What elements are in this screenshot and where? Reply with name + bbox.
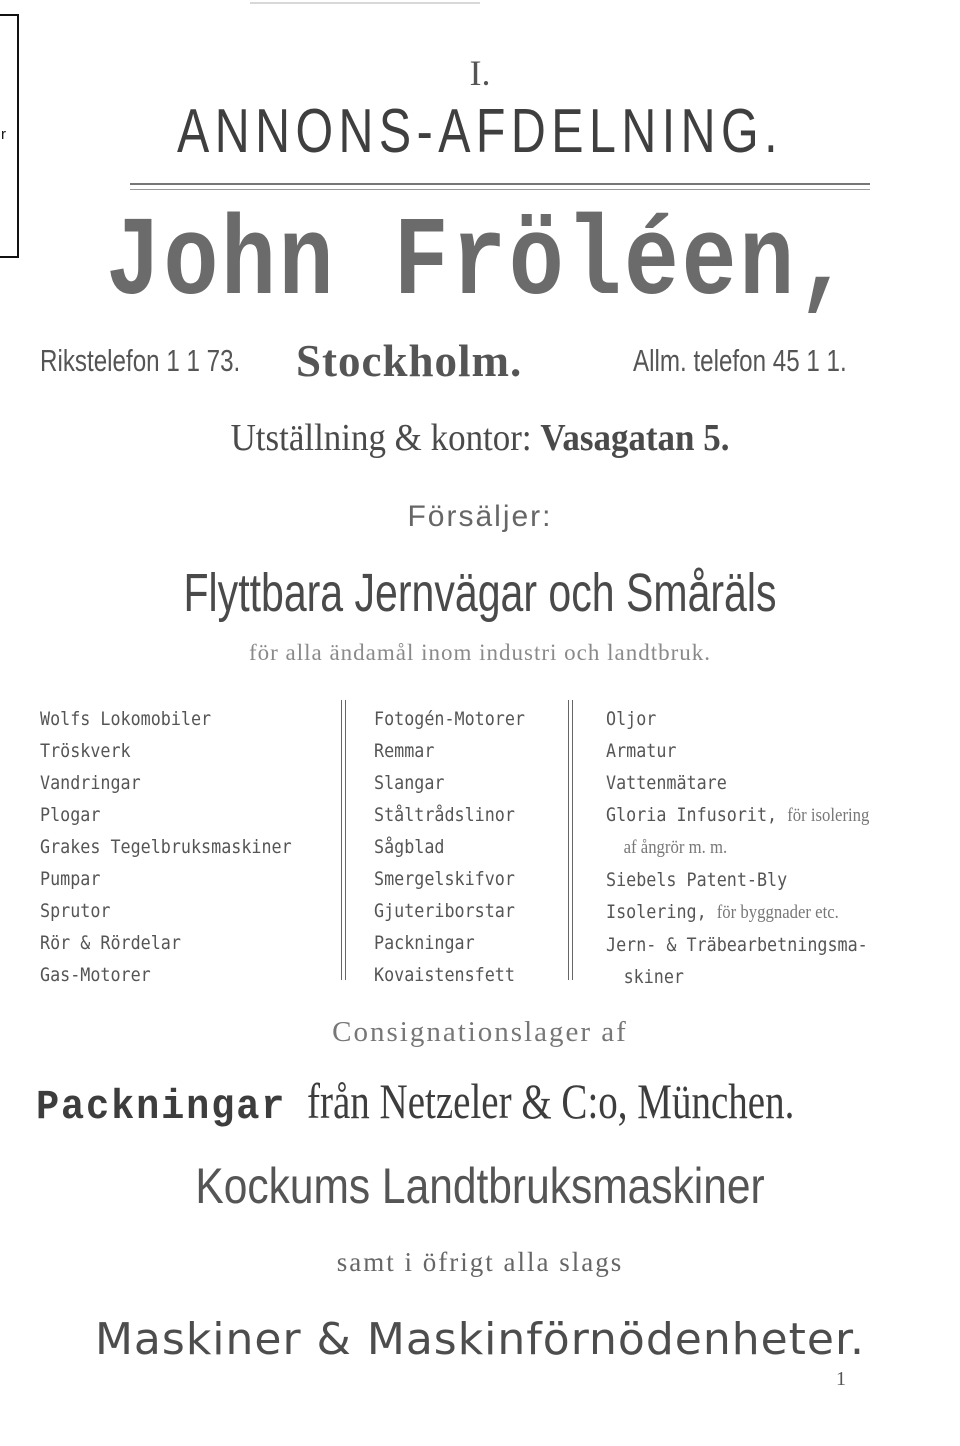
page-number: 1	[836, 1368, 846, 1390]
packing-line	[36, 1072, 931, 1131]
list-item: Grakes Tegelbruksmaskiner	[40, 836, 292, 858]
title-rule-thin	[130, 189, 870, 190]
list-item: Vandringar	[40, 772, 141, 794]
list-item: Gjuteriborstar	[374, 900, 515, 922]
top-rule	[250, 2, 480, 4]
list-item: Rör & Rördelar	[40, 932, 181, 954]
list-item: Kovaistensfett	[374, 964, 515, 986]
margin-fragment-text: r	[1, 126, 6, 143]
section-number: I.	[469, 53, 491, 93]
city: Stockholm.	[296, 336, 523, 386]
list-item-text: Isolering,	[606, 901, 707, 923]
packing-rest: från Netzeler & C:o, München.	[306, 1073, 794, 1129]
list-item: Jern- & Träbearbetningsma-	[606, 934, 868, 956]
list-item: Gas-Motorer	[40, 964, 151, 986]
list-item: Siebels Patent-Bly	[606, 869, 788, 891]
column-divider	[341, 700, 342, 980]
list-item: Slangar	[374, 772, 445, 794]
packing-bold: Packningar	[36, 1083, 287, 1131]
list-item: Remmar	[374, 740, 435, 762]
main-product-sub: för alla ändamål inom industri och landtbruk.	[248, 640, 712, 665]
list-item: Ståltrådslinor	[374, 804, 515, 826]
consignment-heading: Consignationslager af	[332, 1016, 628, 1048]
address-street: Vasagatan 5.	[540, 417, 730, 459]
list-item: Vattenmätare	[606, 772, 727, 794]
address	[38, 416, 921, 460]
product-column-1	[40, 703, 292, 991]
column-divider	[568, 700, 569, 980]
list-item: Packningar	[374, 932, 475, 954]
product-column-3	[606, 703, 869, 993]
machines-line: Maskiner & Maskinförnödenheter.	[94, 1314, 866, 1365]
list-item-continuation: skiner	[623, 966, 685, 988]
column-divider	[345, 700, 346, 980]
list-item: Sprutor	[40, 900, 111, 922]
column-divider	[572, 700, 573, 980]
company-name: John Fröléen,	[105, 200, 855, 327]
list-item-text: Gloria Infusorit,	[606, 804, 778, 826]
address-label: Utställning & kontor:	[230, 417, 532, 459]
list-item-continuation: af ångrör m. m.	[623, 837, 728, 858]
list-item: Wolfs Lokomobiler	[40, 708, 212, 730]
main-product: Flyttbara Jernvägar och Småräls	[183, 563, 777, 623]
list-item-note: för byggnader etc.	[716, 902, 839, 923]
list-item: Tröskverk	[40, 740, 131, 762]
phone-allm: Allm. telefon 45 1 1.	[633, 343, 847, 378]
list-item	[606, 896, 869, 929]
title-rule	[130, 183, 870, 185]
list-item-note: för isolering	[787, 805, 870, 826]
list-item: Pumpar	[40, 868, 101, 890]
list-item: Oljor	[606, 708, 657, 730]
sells-heading: Försäljer:	[407, 500, 553, 533]
list-item: Plogar	[40, 804, 101, 826]
list-item: Sågblad	[374, 836, 445, 858]
list-item: Armatur	[606, 740, 677, 762]
misc-line: samt i öfrigt alla slags	[336, 1247, 624, 1277]
kockums-line: Kockums Landtbruksmaskiner	[195, 1158, 765, 1214]
margin-fragment-box	[0, 14, 19, 258]
product-column-2	[374, 703, 525, 991]
list-item	[606, 799, 869, 832]
section-title: ANNONS-AFDELNING.	[176, 97, 784, 166]
list-item: Fotogén-Motorer	[374, 708, 526, 730]
phone-riks: Rikstelefon 1 1 73.	[40, 343, 241, 378]
list-item: Smergelskifvor	[374, 868, 515, 890]
